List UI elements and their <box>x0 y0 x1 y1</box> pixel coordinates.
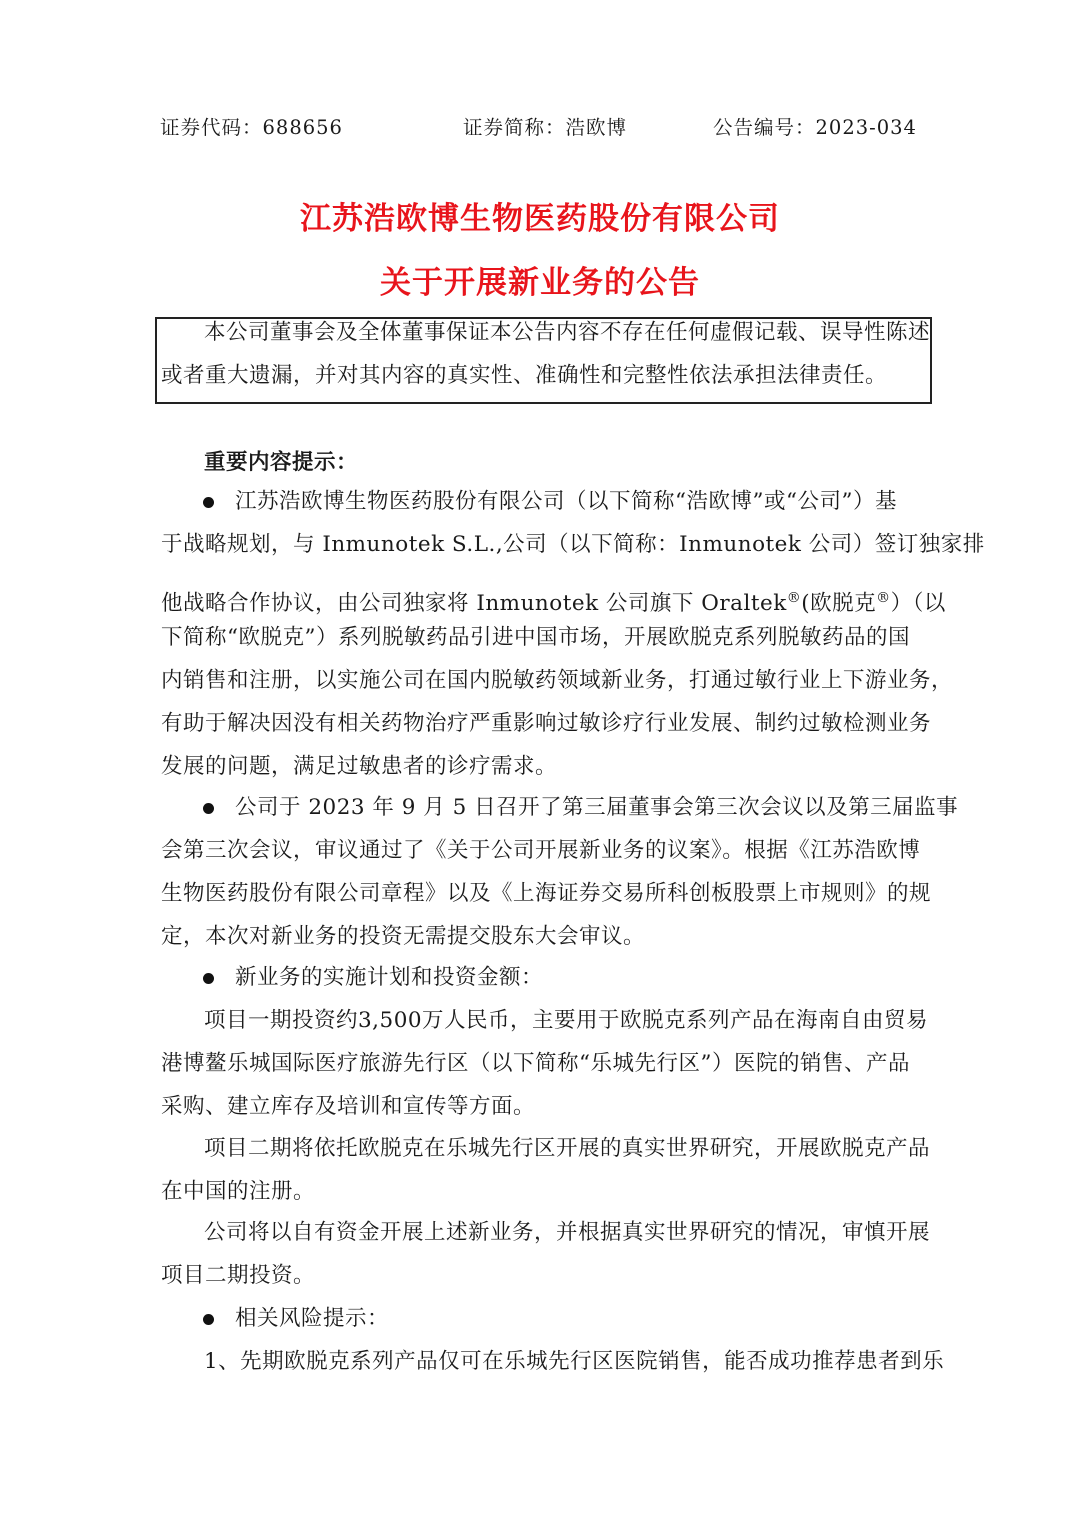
paragraph-line: 在中国的注册。 <box>161 1179 316 1204</box>
bullet-icon <box>203 1314 214 1325</box>
paragraph-line: 新业务的实施计划和投资金额： <box>235 965 544 990</box>
registered-mark: ® <box>786 590 802 606</box>
registered-mark: ® <box>876 590 891 606</box>
company-title: 江苏浩欧博生物医药股份有限公司 <box>300 201 780 237</box>
section-heading: 重要内容提示： <box>204 450 359 475</box>
paragraph-line: 项目二期投资。 <box>161 1263 316 1288</box>
paragraph-line: 项目一期投资约3,500万人民币，主要用于欧脱克系列产品在海南自由贸易 <box>204 1008 929 1033</box>
bullet-icon <box>203 497 214 508</box>
paragraph-line <box>161 583 946 619</box>
paragraph-line: 生物医药股份有限公司章程》以及《上海证券交易所科创板股票上市规则》的规 <box>161 881 932 906</box>
disclaimer-line: 或者重大遗漏，并对其内容的真实性、准确性和完整性依法承担法律责任。 <box>161 363 888 388</box>
bullet-icon <box>203 973 214 984</box>
paragraph-line: 采购、建立库存及培训和宣传等方面。 <box>161 1094 536 1119</box>
paragraph-line: 港博鳌乐城国际医疗旅游先行区（以下简称“乐城先行区”）医院的销售、产品 <box>161 1051 910 1076</box>
paragraph-line: 1、先期欧脱克系列产品仅可在乐城先行区医院销售，能否成功推荐患者到乐 <box>204 1349 945 1374</box>
paragraph-line: 下简称“欧脱克”）系列脱敏药品引进中国市场，开展欧脱克系列脱敏药品的国 <box>161 625 910 650</box>
disclaimer-line: 本公司董事会及全体董事保证本公告内容不存在任何虚假记载、误导性陈述 <box>204 320 931 345</box>
security-code: 证券代码：688656 <box>160 116 343 139</box>
paragraph-line: 会第三次会议，审议通过了《关于公司开展新业务的议案》。根据《江苏浩欧博 <box>161 838 921 863</box>
notice-title: 关于开展新业务的公告 <box>380 265 700 301</box>
notice-number: 公告编号：2023-034 <box>713 116 917 139</box>
paragraph-line: 发展的问题，满足过敏患者的诊疗需求。 <box>161 754 558 779</box>
paragraph-line: 公司于 2023 年 9 月 5 日召开了第三届董事会第三次会议以及第三届监事 <box>235 795 959 820</box>
paragraph-line: 公司将以自有资金开展上述新业务，并根据真实世界研究的情况，审慎开展 <box>204 1220 931 1245</box>
paragraph-line: 江苏浩欧博生物医药股份有限公司（以下简称“浩欧博”或“公司”）基 <box>235 489 897 514</box>
text-segment: 他战略合作协议，由公司独家将 Inmunotek 公司旗下 Oraltek <box>161 591 787 616</box>
paragraph-line: 项目二期将依托欧脱克在乐城先行区开展的真实世界研究，开展欧脱克产品 <box>204 1136 931 1161</box>
text-segment: (欧脱克 <box>801 591 877 616</box>
paragraph-line: 于战略规划，与 Inmunotek S.L.,公司（以下简称：Inmunotek 公司）签订独家排 <box>161 532 985 557</box>
paragraph-line: 内销售和注册，以实施公司在国内脱敏药领域新业务，打通过敏行业上下游业务， <box>161 668 954 693</box>
security-short-name: 证券简称：浩欧博 <box>463 116 628 139</box>
bullet-icon <box>203 803 214 814</box>
paragraph-line: 相关风险提示： <box>235 1306 390 1331</box>
paragraph-line: 有助于解决因没有相关药物治疗严重影响过敏诊疗行业发展、制约过敏检测业务 <box>161 711 932 736</box>
paragraph-line: 定，本次对新业务的投资无需提交股东大会审议。 <box>161 924 646 949</box>
text-segment: ）（以 <box>890 591 946 616</box>
